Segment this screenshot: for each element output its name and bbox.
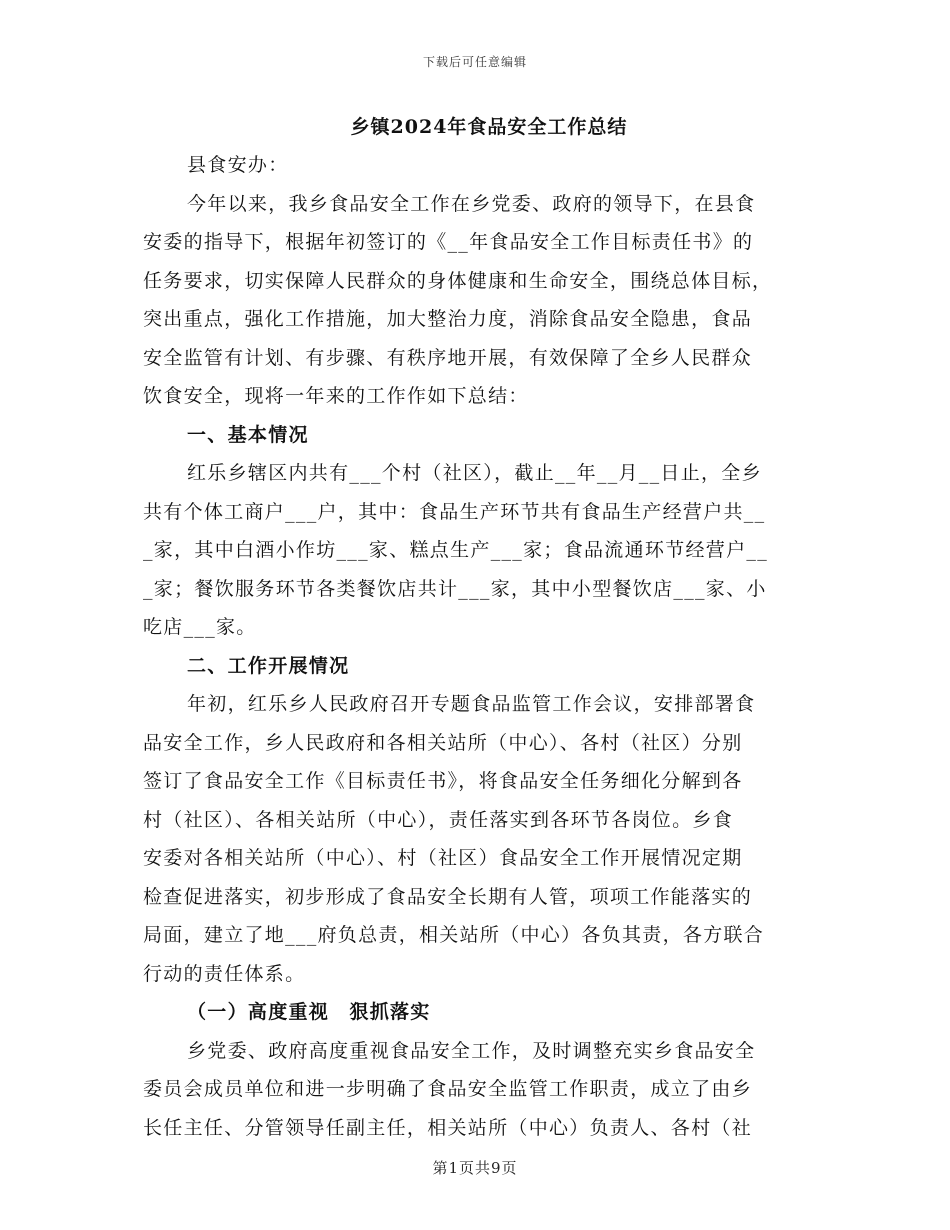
paragraph-line: _家，其中白酒小作坊___家、糕点生产___家；食品流通环节经营户__	[143, 539, 769, 561]
paragraph-line: 红乐乡辖区内共有___个村（社区），截止__年__月__日止，全乡	[187, 462, 762, 484]
paragraph-line: 共有个体工商户___户，其中：食品生产环节共有食品生产经营户共__	[143, 500, 766, 523]
paragraph-line: 品安全工作，乡人民政府和各相关站所（中心）、各村（社区）分别	[143, 731, 743, 754]
paragraph-line: 委员会成员单位和进一步明确了食品安全监管工作职责，成立了由乡	[143, 1078, 753, 1100]
paragraph-line: 安委的指导下，根据年初签订的《__年食品安全工作目标责任书》的	[143, 231, 754, 253]
paragraph-line: 签订了食品安全工作《目标责任书》，将食品安全任务细化分解到各	[143, 770, 743, 792]
section-heading: 一、基本情况	[187, 423, 309, 446]
section-heading: 二、工作开展情况	[187, 654, 350, 677]
paragraph-line: 局面，建立了地___府负总责，相关站所（中心）各负其责，各方联合	[143, 924, 765, 946]
document-body	[143, 108, 805, 1147]
paragraph-line: 村（社区）、各相关站所（中心），责任落实到各环节各岗位。乡食	[143, 808, 734, 831]
section-heading: （一）高度重视 狠抓落实	[187, 1001, 431, 1023]
paragraph-line: 突出重点，强化工作措施，加大整治力度，消除食品安全隐患，食品	[143, 308, 753, 330]
paragraph-line: 县食安办：	[187, 154, 289, 176]
paragraph-line: 吃店___家。	[143, 616, 257, 638]
document-title: 乡镇2024年食品安全工作总结	[350, 116, 628, 138]
paragraph-line: 年初，红乐乡人民政府召开专题食品监管工作会议，安排部署食	[187, 693, 756, 715]
paragraph-line: 任务要求，切实保障人民群众的身体健康和生命安全，围绕总体目标，	[143, 269, 773, 292]
paragraph-line: 乡党委、政府高度重视食品安全工作，及时调整充实乡食品安全	[187, 1039, 756, 1062]
paragraph-line: 今年以来，我乡食品安全工作在乡党委、政府的领导下，在县食	[187, 192, 756, 215]
document-lines	[143, 146, 805, 1147]
page-number: 第1页共9页	[432, 1159, 518, 1177]
paragraph-line: 长任主任、分管领导任副主任，相关站所（中心）负责人、各村（社	[143, 1116, 753, 1139]
paragraph-line: _家；餐饮服务环节各类餐饮店共计___家，其中小型餐饮店___家、小	[143, 577, 767, 600]
page-header-note: 下载后可任意编辑	[422, 55, 527, 69]
paragraph-line: 安全监管有计划、有步骤、有秩序地开展，有效保障了全乡人民群众	[143, 346, 753, 369]
paragraph-line: 安委对各相关站所（中心）、村（社区）食品安全工作开展情况定期	[143, 847, 743, 869]
paragraph-line: 检查促进落实，初步形成了食品安全长期有人管，项项工作能落实的	[143, 885, 753, 908]
paragraph-line: 行动的责任体系。	[143, 962, 306, 985]
paragraph-line: 饮食安全，现将一年来的工作作如下总结：	[143, 385, 529, 407]
